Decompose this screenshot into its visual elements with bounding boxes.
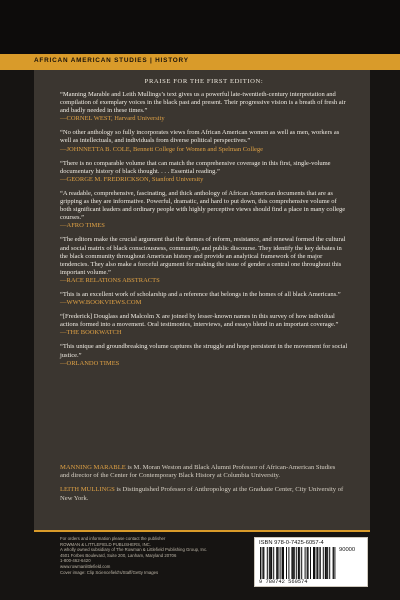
price-code: 90000 (339, 547, 356, 553)
quote-attribution: —ORLANDO TIMES (60, 359, 120, 367)
quote-text: “[Frederick] Douglass and Malcolm X are joined by lesser-known names in this survey of how individual actions formed into a movement. Oral testimonies, interviews, and essays blend in an important coverage.” (60, 313, 339, 329)
quote-text: “No other anthology so fully incorporates views from African American women as well as men, workers as well as intellectuals, and individuals from diverse political perspectives.” (60, 129, 340, 145)
quote-block (60, 91, 348, 123)
author-name: MANNING MARABLE (60, 464, 126, 471)
quote-attribution: —AFRO TIMES (60, 222, 105, 230)
quote-attribution: —GEORGE M. FREDRICKSON, Stanford University (60, 175, 204, 183)
quote-block (60, 129, 348, 153)
category-band (0, 54, 400, 70)
author-bio-text: is Distinguished Professor of Anthropology at the Graduate Center, City University of New York. (60, 486, 344, 502)
quote-block (60, 236, 348, 285)
quote-block (60, 160, 348, 184)
gold-divider (34, 530, 370, 532)
barcode-digits: 9 780742 560574 (259, 579, 308, 585)
quote-text: “This unique and groundbreaking volume captures the struggle and hope persistent in the movement for social justice.” (60, 343, 348, 359)
publisher-line: 1-800-462-6420 (60, 558, 91, 564)
quote-text: “A readable, comprehensive, fascinating, and thick anthology of African American documents that are as gripping as they are informative. Powerful, dramatic, and hard to put down, this comprehensive volume of both significant leaders and ordinary people with highly perceptive views should find a place in many college courses.” (60, 189, 346, 222)
quote-attribution: —THE BOOKWATCH (60, 329, 122, 337)
quote-text: “Manning Marable and Leith Mullings’s text gives us a powerful late-twentieth-century interpretation and compilation of exemplary voices in the black past and present. Their progressive vision is a breath of fresh air and badly needed in these times.” (60, 91, 346, 115)
author-bios (60, 464, 346, 509)
quote-attribution: —CORNEL WEST, Harvard University (60, 115, 165, 123)
cover-top-area (0, 0, 400, 54)
barcode-bars-icon (260, 547, 336, 579)
author-bio (60, 486, 346, 502)
publisher-line: www.rowmanlittlefield.com (60, 563, 111, 569)
publisher-info (60, 536, 220, 575)
quote-text: “This is an excellent work of scholarship and a reference that belongs in the homes of all black Americans.” (60, 290, 341, 298)
publisher-line: ROWMAN & LITTLEFIELD PUBLISHERS, INC. (60, 541, 151, 547)
author-bio (60, 464, 346, 480)
quote-attribution: —RACE RELATIONS ABSTRACTS (60, 276, 160, 284)
author-bio-text: is M. Moran Weston and Black Alumni Professor of African-American Studies and director of the Center for Contemporary Black History at Columbia University. (60, 464, 336, 480)
quote-block (60, 190, 348, 230)
publisher-line: For orders and information please contact the publisher (60, 536, 166, 541)
isbn-barcode (254, 537, 368, 587)
publisher-line: 4501 Forbes Boulevard, Suite 200, Lanham, Maryland 20706 (60, 552, 177, 558)
author-name: LEITH MULLINGS (60, 486, 115, 494)
praise-title: PRAISE FOR THE FIRST EDITION: (144, 78, 264, 85)
isbn-label: ISBN 978-0-7425-6057-4 (259, 540, 324, 546)
praise-panel (34, 70, 370, 530)
quote-block (60, 313, 348, 337)
publisher-line: Cover image: Clip Sciencefield's/Staff/Getty Images (60, 569, 159, 575)
quote-block (60, 291, 348, 307)
quote-text: “The editors make the crucial argument that the themes of reform, resistance, and renewal formed the cultural and social matrix of black consciousness, community, and public discourse. They identify the key debates in the black community throughout American history and provide an analytical framework of the major tendencies. They also make a forceful argument for making the issue of gender a central one throughout this important volume.” (60, 236, 346, 276)
quote-attribution: —WWW.BOOKVIEWS.COM (60, 299, 142, 307)
publisher-line: A wholly owned subsidiary of The Rowman & Littlefield Publishing Group, Inc. (60, 547, 208, 553)
quote-attribution: —JOHNNETTA B. COLE, Bennett College for Women and Spelman College (60, 145, 264, 153)
quote-block (60, 343, 348, 367)
quote-text: “There is no comparable volume that can match the comprehensive coverage in this first, single-volume documentary history of black thought. . . . Essential reading.” (60, 159, 331, 175)
category-label: AFRICAN AMERICAN STUDIES | HISTORY (34, 57, 189, 64)
